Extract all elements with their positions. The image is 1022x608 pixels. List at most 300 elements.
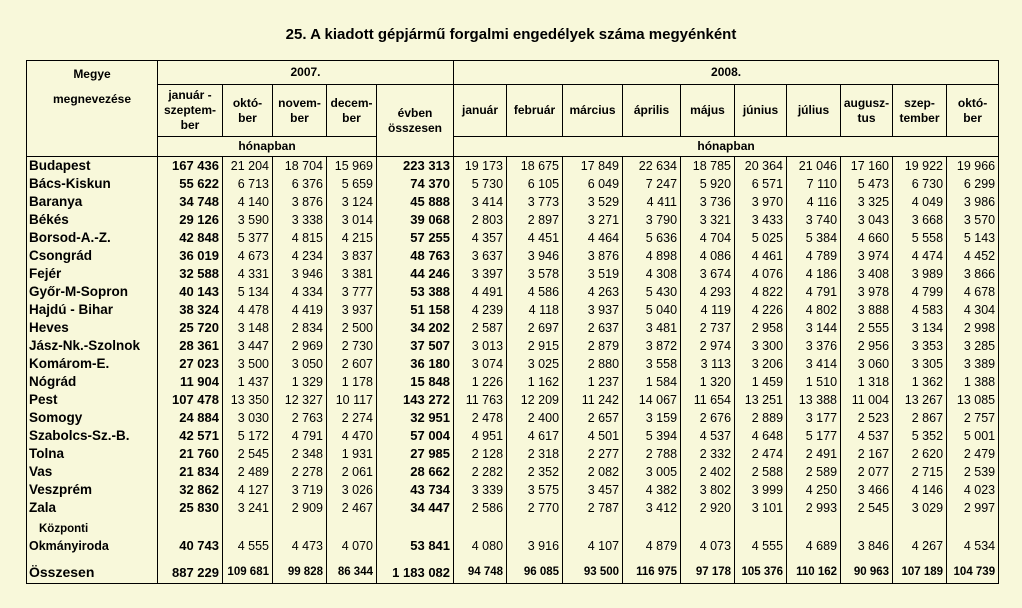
- table-cell: 3 325: [841, 193, 893, 211]
- table-cell: 3 408: [841, 265, 893, 283]
- table-cell: 4 461: [735, 247, 787, 265]
- table-cell: 13 267: [893, 391, 947, 409]
- table-cell: 4 070: [327, 517, 377, 555]
- table-cell: 4 234: [273, 247, 327, 265]
- table-cell: 4 118: [507, 301, 563, 319]
- row-label: Vas: [27, 463, 158, 481]
- table-cell: 3 029: [893, 499, 947, 517]
- table-cell: 3 519: [563, 265, 623, 283]
- row-label: Szabolcs-Sz.-B.: [27, 427, 158, 445]
- table-cell: 4 791: [787, 283, 841, 301]
- table-cell: 3 529: [563, 193, 623, 211]
- table-cell: 27 985: [377, 445, 454, 463]
- table-cell: 18 704: [273, 157, 327, 176]
- table-cell: 17 160: [841, 157, 893, 176]
- table-cell: 5 143: [947, 229, 999, 247]
- table-cell: 4 293: [681, 283, 735, 301]
- table-cell: 4 815: [273, 229, 327, 247]
- table-cell: 3 305: [893, 355, 947, 373]
- table-cell: 12 209: [507, 391, 563, 409]
- table-cell: 17 849: [563, 157, 623, 176]
- row-label: Csongrád: [27, 247, 158, 265]
- table-cell: 4 473: [273, 517, 327, 555]
- table-cell: 2 586: [454, 499, 507, 517]
- table-cell: 6 571: [735, 175, 787, 193]
- table-cell: 4 419: [273, 301, 327, 319]
- table-cell: 1 362: [893, 373, 947, 391]
- table-cell: 2 915: [507, 337, 563, 355]
- table-cell: 28 662: [377, 463, 454, 481]
- table-cell: 42 571: [158, 427, 223, 445]
- table-cell: 7 110: [787, 175, 841, 193]
- table-cell: 4 689: [787, 517, 841, 555]
- table-cell: 1 226: [454, 373, 507, 391]
- table-cell: 2 867: [893, 409, 947, 427]
- table-cell: 104 739: [947, 562, 999, 584]
- table-cell: 2 676: [681, 409, 735, 427]
- table-cell: 5 384: [787, 229, 841, 247]
- table-cell: 1 459: [735, 373, 787, 391]
- table-cell: 99 828: [273, 562, 327, 584]
- table-cell: 2 588: [735, 463, 787, 481]
- table-cell: 1 437: [223, 373, 273, 391]
- table-row: [27, 247, 999, 265]
- header-evben-osszesen: évben összesen: [377, 85, 454, 157]
- header-2008-col-7: augusz- tus: [841, 85, 893, 137]
- table-cell: 167 436: [158, 157, 223, 176]
- table-cell: 3 412: [623, 499, 681, 517]
- table-cell: 1 237: [563, 373, 623, 391]
- table-cell: 3 353: [893, 337, 947, 355]
- spacer-cell: [223, 555, 273, 562]
- table-cell: 22 634: [623, 157, 681, 176]
- table-cell: 1 510: [787, 373, 841, 391]
- table-cell: 6 730: [893, 175, 947, 193]
- table-cell: 3 668: [893, 211, 947, 229]
- table-cell: 12 327: [273, 391, 327, 409]
- spacer-cell: [623, 555, 681, 562]
- table-cell: 1 931: [327, 445, 377, 463]
- table-cell: 2 803: [454, 211, 507, 229]
- table-cell: 2 657: [563, 409, 623, 427]
- table-cell: 5 636: [623, 229, 681, 247]
- row-label: Jász-Nk.-Szolnok: [27, 337, 158, 355]
- table-cell: 4 308: [623, 265, 681, 283]
- table-cell: 11 654: [681, 391, 735, 409]
- table-cell: 3 339: [454, 481, 507, 499]
- table-cell: 4 704: [681, 229, 735, 247]
- table-cell: 57 255: [377, 229, 454, 247]
- table-cell: 4 660: [841, 229, 893, 247]
- table-cell: 2 763: [273, 409, 327, 427]
- row-label: Heves: [27, 319, 158, 337]
- table-cell: 14 067: [623, 391, 681, 409]
- table-cell: 1 183 082: [377, 562, 454, 584]
- header-2007-col-1: októ- ber: [223, 85, 273, 137]
- table-cell: 51 158: [377, 301, 454, 319]
- table-row: [27, 445, 999, 463]
- table-cell: 5 920: [681, 175, 735, 193]
- table-cell: 5 558: [893, 229, 947, 247]
- table-cell: 4 470: [327, 427, 377, 445]
- table-cell: 4 791: [273, 427, 327, 445]
- table-cell: 3 397: [454, 265, 507, 283]
- header-2007-col-2: novem- ber: [273, 85, 327, 137]
- table-cell: 107 478: [158, 391, 223, 409]
- row-label: Bács-Kiskun: [27, 175, 158, 193]
- header-2008-col-0: január: [454, 85, 507, 137]
- table-cell: 2 545: [223, 445, 273, 463]
- table-row: [27, 499, 999, 517]
- row-label-line1: Központi: [39, 523, 89, 535]
- table-cell: 3 060: [841, 355, 893, 373]
- table-cell: 34 748: [158, 193, 223, 211]
- table-cell: 4 411: [623, 193, 681, 211]
- table-cell: 4 186: [787, 265, 841, 283]
- table-row: [27, 193, 999, 211]
- spacer-cell: [273, 555, 327, 562]
- table-row: [27, 517, 999, 555]
- table-cell: 3 159: [623, 409, 681, 427]
- table-cell: 3 575: [507, 481, 563, 499]
- table-cell: 3 074: [454, 355, 507, 373]
- spacer-cell: [327, 555, 377, 562]
- table-cell: 3 740: [787, 211, 841, 229]
- table-cell: 3 447: [223, 337, 273, 355]
- table-cell: 4 452: [947, 247, 999, 265]
- table-cell: 3 736: [681, 193, 735, 211]
- table-cell: 4 879: [623, 517, 681, 555]
- table-cell: 6 376: [273, 175, 327, 193]
- table-cell: 4 534: [947, 517, 999, 555]
- table-cell: 90 963: [841, 562, 893, 584]
- table-cell: 7 247: [623, 175, 681, 193]
- table-cell: 93 500: [563, 562, 623, 584]
- table-cell: 2 402: [681, 463, 735, 481]
- table-cell: 2 897: [507, 211, 563, 229]
- table-cell: 3 025: [507, 355, 563, 373]
- table-cell: 4 146: [893, 481, 947, 499]
- table-cell: 2 730: [327, 337, 377, 355]
- table-cell: 3 974: [841, 247, 893, 265]
- spacer-cell: [735, 555, 787, 562]
- table-cell: 24 884: [158, 409, 223, 427]
- table-cell: 2 274: [327, 409, 377, 427]
- table-cell: 2 974: [681, 337, 735, 355]
- table-cell: 4 267: [893, 517, 947, 555]
- table-cell: 34 447: [377, 499, 454, 517]
- table-cell: 4 464: [563, 229, 623, 247]
- table-cell: 36 019: [158, 247, 223, 265]
- table-cell: 3 043: [841, 211, 893, 229]
- table-cell: 2 757: [947, 409, 999, 427]
- table-cell: 27 023: [158, 355, 223, 373]
- table-cell: 3 719: [273, 481, 327, 499]
- header-megye: [27, 61, 158, 157]
- table-cell: 2 956: [841, 337, 893, 355]
- table-cell: 3 013: [454, 337, 507, 355]
- row-label: Békés: [27, 211, 158, 229]
- table-cell: 4 491: [454, 283, 507, 301]
- header-2008-col-3: április: [623, 85, 681, 137]
- row-label: Budapest: [27, 157, 158, 176]
- table-cell: 34 202: [377, 319, 454, 337]
- table-cell: 3 050: [273, 355, 327, 373]
- table-row: [27, 355, 999, 373]
- table-cell: 4 226: [735, 301, 787, 319]
- table-cell: 21 760: [158, 445, 223, 463]
- spacer-cell: [563, 555, 623, 562]
- table-cell: 2 879: [563, 337, 623, 355]
- table-cell: 4 263: [563, 283, 623, 301]
- table-cell: 2 478: [454, 409, 507, 427]
- table-cell: 4 474: [893, 247, 947, 265]
- header-year-2007: 2007.: [158, 61, 454, 85]
- table-cell: 5 473: [841, 175, 893, 193]
- table-cell: 1 329: [273, 373, 327, 391]
- table-cell: 3 134: [893, 319, 947, 337]
- table-cell: 2 352: [507, 463, 563, 481]
- table-cell: 11 242: [563, 391, 623, 409]
- table-cell: 4 250: [787, 481, 841, 499]
- table-cell: 887 229: [158, 562, 223, 584]
- table-cell: 2 788: [623, 445, 681, 463]
- table-cell: 4 898: [623, 247, 681, 265]
- table-cell: 2 545: [841, 499, 893, 517]
- table-cell: 44 246: [377, 265, 454, 283]
- table-cell: 94 748: [454, 562, 507, 584]
- row-label: Nógrád: [27, 373, 158, 391]
- table-cell: 4 799: [893, 283, 947, 301]
- table-cell: 3 674: [681, 265, 735, 283]
- table-cell: 2 637: [563, 319, 623, 337]
- table-cell: 13 388: [787, 391, 841, 409]
- spacer-cell: [158, 555, 223, 562]
- table-cell: 4 822: [735, 283, 787, 301]
- table-cell: 20 364: [735, 157, 787, 176]
- table-cell: 3 946: [507, 247, 563, 265]
- table-cell: 3 414: [454, 193, 507, 211]
- header-2007-col-0: január - szeptem- ber: [158, 85, 223, 137]
- table-cell: 36 180: [377, 355, 454, 373]
- table-cell: 15 848: [377, 373, 454, 391]
- table-cell: 3 389: [947, 355, 999, 373]
- table-cell: 3 637: [454, 247, 507, 265]
- header-2008-col-9: októ- ber: [947, 85, 999, 137]
- table-cell: 1 320: [681, 373, 735, 391]
- header-megye-l1: Megye: [73, 67, 111, 81]
- table-cell: 3 376: [787, 337, 841, 355]
- table-row: [27, 409, 999, 427]
- row-label: Pest: [27, 391, 158, 409]
- table-cell: 2 277: [563, 445, 623, 463]
- table-cell: 2 474: [735, 445, 787, 463]
- table-cell: 3 773: [507, 193, 563, 211]
- row-label: Tolna: [27, 445, 158, 463]
- table-cell: 3 030: [223, 409, 273, 427]
- table-cell: 32 951: [377, 409, 454, 427]
- table-cell: 25 830: [158, 499, 223, 517]
- table-cell: 28 361: [158, 337, 223, 355]
- table-cell: 21 046: [787, 157, 841, 176]
- table-row: [27, 427, 999, 445]
- row-label: Zala: [27, 499, 158, 517]
- table-cell: 40 743: [158, 517, 223, 555]
- table-cell: 21 834: [158, 463, 223, 481]
- table-cell: 2 282: [454, 463, 507, 481]
- table-cell: 3 144: [787, 319, 841, 337]
- table-cell: 1 318: [841, 373, 893, 391]
- table-cell: 5 352: [893, 427, 947, 445]
- table-cell: 2 523: [841, 409, 893, 427]
- spacer-row: [27, 555, 999, 562]
- table-row: [27, 229, 999, 247]
- table-cell: 2 489: [223, 463, 273, 481]
- table-cell: 3 916: [507, 517, 563, 555]
- table-cell: 2 993: [787, 499, 841, 517]
- table-cell: 3 872: [623, 337, 681, 355]
- table-cell: 3 271: [563, 211, 623, 229]
- page-title: 25. A kiadott gépjármű forgalmi engedélyek száma megyénként: [285, 26, 737, 43]
- table-cell: 4 140: [223, 193, 273, 211]
- table-cell: 5 025: [735, 229, 787, 247]
- table-cell: 53 388: [377, 283, 454, 301]
- table-cell: 3 790: [623, 211, 681, 229]
- table-cell: 2 998: [947, 319, 999, 337]
- table-cell: 107 189: [893, 562, 947, 584]
- table-cell: 6 713: [223, 175, 273, 193]
- table-cell: 11 763: [454, 391, 507, 409]
- header-honapban-2007: hónapban: [158, 137, 377, 157]
- spacer-cell: [454, 555, 507, 562]
- table-cell: 143 272: [377, 391, 454, 409]
- table-cell: 4 451: [507, 229, 563, 247]
- table-cell: 3 876: [273, 193, 327, 211]
- table-row: [27, 301, 999, 319]
- table-cell: 4 116: [787, 193, 841, 211]
- table-cell: 4 617: [507, 427, 563, 445]
- table-cell: 3 457: [563, 481, 623, 499]
- table-cell: 3 381: [327, 265, 377, 283]
- table-cell: 29 126: [158, 211, 223, 229]
- table-cell: 2 278: [273, 463, 327, 481]
- row-label: Komárom-E.: [27, 355, 158, 373]
- table-cell: 3 558: [623, 355, 681, 373]
- table-cell: 96 085: [507, 562, 563, 584]
- table-cell: 2 539: [947, 463, 999, 481]
- table-cell: 2 467: [327, 499, 377, 517]
- table-cell: 13 350: [223, 391, 273, 409]
- table-cell: 32 588: [158, 265, 223, 283]
- row-label: Somogy: [27, 409, 158, 427]
- row-label: Győr-M-Sopron: [27, 283, 158, 301]
- table-cell: 2 589: [787, 463, 841, 481]
- table-cell: 48 763: [377, 247, 454, 265]
- table-cell: 2 620: [893, 445, 947, 463]
- table-cell: 1 584: [623, 373, 681, 391]
- table-cell: 4 331: [223, 265, 273, 283]
- table-cell: 3 338: [273, 211, 327, 229]
- table-cell: 109 681: [223, 562, 273, 584]
- table-cell: 4 501: [563, 427, 623, 445]
- table-cell: 11 004: [841, 391, 893, 409]
- spacer-cell: [893, 555, 947, 562]
- table-cell: 38 324: [158, 301, 223, 319]
- table-cell: 4 555: [223, 517, 273, 555]
- table-cell: 55 622: [158, 175, 223, 193]
- table-cell: 4 586: [507, 283, 563, 301]
- table-cell: 45 888: [377, 193, 454, 211]
- table-cell: 10 117: [327, 391, 377, 409]
- table-cell: 2 479: [947, 445, 999, 463]
- table-cell: 2 318: [507, 445, 563, 463]
- table-cell: 15 969: [327, 157, 377, 176]
- table-cell: 2 400: [507, 409, 563, 427]
- header-2008-col-6: július: [787, 85, 841, 137]
- table-cell: 3 433: [735, 211, 787, 229]
- table-cell: 2 587: [454, 319, 507, 337]
- table-row: [27, 337, 999, 355]
- table-cell: 18 675: [507, 157, 563, 176]
- table-cell: 3 014: [327, 211, 377, 229]
- table-cell: 39 068: [377, 211, 454, 229]
- row-label: Baranya: [27, 193, 158, 211]
- table-cell: 43 734: [377, 481, 454, 499]
- header-2008-col-4: május: [681, 85, 735, 137]
- table-cell: 2 128: [454, 445, 507, 463]
- table-cell: 110 162: [787, 562, 841, 584]
- table-cell: 19 966: [947, 157, 999, 176]
- table-cell: 2 607: [327, 355, 377, 373]
- table-cell: 2 697: [507, 319, 563, 337]
- table-cell: 4 107: [563, 517, 623, 555]
- table-cell: 97 178: [681, 562, 735, 584]
- table-row: [27, 391, 999, 409]
- header-megye-l2: megnevezése: [52, 92, 132, 106]
- table-row: [27, 463, 999, 481]
- table-cell: 3 986: [947, 193, 999, 211]
- table-cell: 3 999: [735, 481, 787, 499]
- table-cell: 3 285: [947, 337, 999, 355]
- table-cell: 4 076: [735, 265, 787, 283]
- table-cell: 5 040: [623, 301, 681, 319]
- table-cell: 21 204: [223, 157, 273, 176]
- table-cell: 6 049: [563, 175, 623, 193]
- table-cell: 19 922: [893, 157, 947, 176]
- table-cell: 40 143: [158, 283, 223, 301]
- table-cell: 2 555: [841, 319, 893, 337]
- table-cell: 4 239: [454, 301, 507, 319]
- total-row: [27, 562, 999, 584]
- table-cell: 6 299: [947, 175, 999, 193]
- table-cell: 2 909: [273, 499, 327, 517]
- table-cell: 5 177: [787, 427, 841, 445]
- table-cell: 4 049: [893, 193, 947, 211]
- table-cell: 3 177: [787, 409, 841, 427]
- table-cell: 3 026: [327, 481, 377, 499]
- table-row: [27, 175, 999, 193]
- table-row: [27, 481, 999, 499]
- table-cell: 4 073: [681, 517, 735, 555]
- table-cell: 2 770: [507, 499, 563, 517]
- table-cell: 3 414: [787, 355, 841, 373]
- table-cell: 4 357: [454, 229, 507, 247]
- row-label: Fejér: [27, 265, 158, 283]
- spacer-cell: [507, 555, 563, 562]
- table-cell: 3 300: [735, 337, 787, 355]
- table-cell: 1 388: [947, 373, 999, 391]
- table-cell: 25 720: [158, 319, 223, 337]
